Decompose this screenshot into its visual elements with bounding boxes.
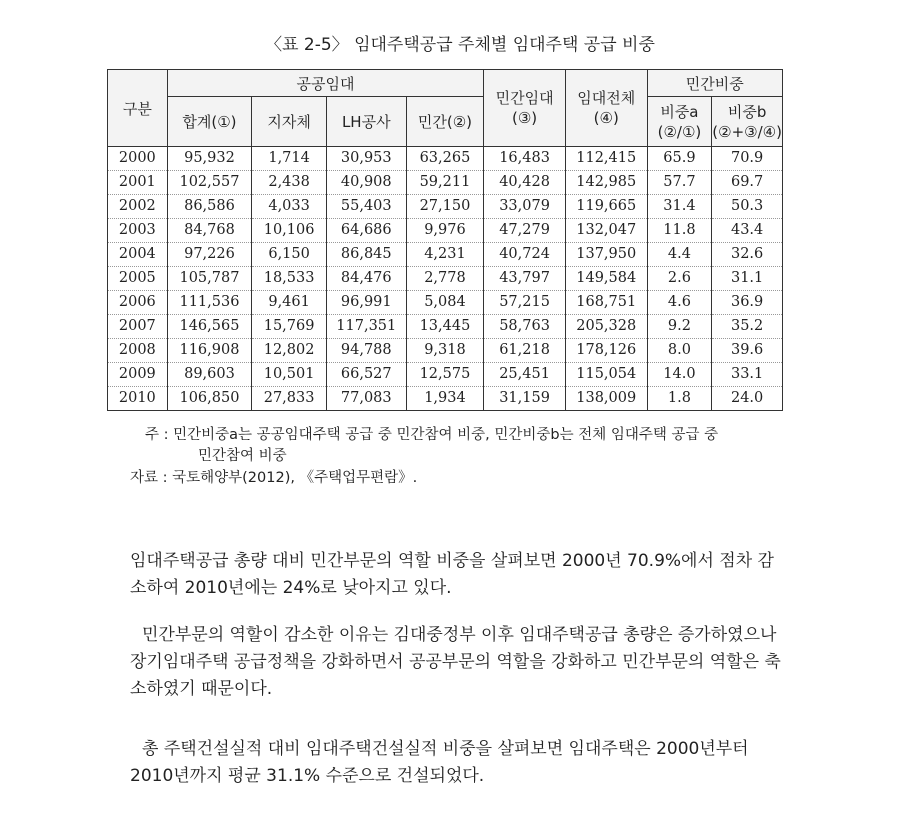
year-cell: 2001 [108,171,168,195]
table-cell: 5,084 [406,291,484,315]
table-row [108,147,783,171]
table-cell: 40,908 [326,171,406,195]
table-cell: 64,686 [326,219,406,243]
table-cell: 13,445 [406,315,484,339]
table-cell: 95,932 [167,147,252,171]
table-row [108,243,783,267]
table-cell: 57,215 [484,291,566,315]
table-cell: 86,845 [326,243,406,267]
table-cell: 77,083 [326,387,406,411]
table-row [108,315,783,339]
header-private-share: 민간비중 [647,70,782,97]
table-cell: 112,415 [565,147,647,171]
table-cell: 4,231 [406,243,484,267]
header-share-a [647,97,712,147]
table-cell: 14.0 [647,363,712,387]
table-cell: 96,991 [326,291,406,315]
table-cell: 106,850 [167,387,252,411]
table-cell: 1,714 [252,147,327,171]
header-sum: 합계(①) [167,97,252,147]
table-cell: 43,797 [484,267,566,291]
year-cell: 2002 [108,195,168,219]
table-cell: 40,428 [484,171,566,195]
header-rental-total-mark: (④) [593,109,619,127]
header-share-b-label: 비중b [727,102,767,121]
header-share-b [712,97,783,147]
table-row [108,387,783,411]
year-cell: 2004 [108,243,168,267]
rental-housing-table [107,69,783,411]
table-cell: 11.8 [647,219,712,243]
table-cell: 55,403 [326,195,406,219]
table-cell: 47,279 [484,219,566,243]
paragraph-3: 총 주택건설실적 대비 임대주택건설실적 비중을 살펴보면 임대주택은 2000년부터 2010년까지 평균 31.1% 수준으로 건설되었다. [130,739,749,786]
table-cell: 36.9 [712,291,783,315]
table-cell: 146,565 [167,315,252,339]
table-cell: 111,536 [167,291,252,315]
table-cell: 33,079 [484,195,566,219]
table-cell: 40,724 [484,243,566,267]
table-cell: 65.9 [647,147,712,171]
table-cell: 4.6 [647,291,712,315]
table-cell: 132,047 [565,219,647,243]
table-cell: 105,787 [167,267,252,291]
table-cell: 4.4 [647,243,712,267]
table-caption: 〈표 2-5〉 임대주택공급 주체별 임대주택 공급 비중 [265,35,655,55]
table-cell: 94,788 [326,339,406,363]
table-cell: 15,769 [252,315,327,339]
table-cell: 58,763 [484,315,566,339]
paragraph-1: 임대주택공급 총량 대비 민간부문의 역할 비중을 살펴보면 2000년 70.9%에서 점차 감소하여 2010년에는 24%로 낮아지고 있다. [130,551,774,598]
table-cell: 63,265 [406,147,484,171]
year-cell: 2003 [108,219,168,243]
table-cell: 1,934 [406,387,484,411]
header-share-a-formula: (②/①) [657,122,702,141]
table-note-line2: 민간참여 비중 [198,448,287,464]
table-cell: 97,226 [167,243,252,267]
table-row [108,219,783,243]
table-cell: 59,211 [406,171,484,195]
table-cell: 35.2 [712,315,783,339]
table-cell: 31.4 [647,195,712,219]
table-cell: 205,328 [565,315,647,339]
table-row [108,291,783,315]
table-cell: 102,557 [167,171,252,195]
table-cell: 66,527 [326,363,406,387]
table-cell: 1.8 [647,387,712,411]
table-cell: 84,768 [167,219,252,243]
table-cell: 8.0 [647,339,712,363]
table-row [108,195,783,219]
header-public-rental: 공공임대 [167,70,484,97]
table-cell: 86,586 [167,195,252,219]
year-cell: 2006 [108,291,168,315]
table-note-line1: 주 : 민간비중a는 공공임대주택 공급 중 민간참여 비중, 민간비중b는 전체 임대주택 공급 중 [145,427,719,443]
table-cell: 50.3 [712,195,783,219]
header-share-a-label: 비중a [660,102,699,121]
table-cell: 117,351 [326,315,406,339]
table-row [108,267,783,291]
table-cell: 137,950 [565,243,647,267]
table-cell: 43.4 [712,219,783,243]
year-cell: 2009 [108,363,168,387]
table-row [108,171,783,195]
table-cell: 32.6 [712,243,783,267]
table-cell: 119,665 [565,195,647,219]
table-cell: 142,985 [565,171,647,195]
table-cell: 115,054 [565,363,647,387]
header-rental-total-label: 임대전체 [577,89,636,107]
header-private-rental-mark: (③) [512,109,538,127]
table-cell: 27,833 [252,387,327,411]
paragraph-2: 민간부문의 역할이 감소한 이유는 김대중정부 이후 임대주택공급 총량은 증가하였으나 장기임대주택 공급정책을 강화하면서 공공부문의 역할을 강화하고 민간부문의 역할은 축소하였기 때문이다. [130,625,781,699]
year-cell: 2010 [108,387,168,411]
header-rental-total [565,70,647,147]
table-cell: 69.7 [712,171,783,195]
table-cell: 10,106 [252,219,327,243]
table-cell: 18,533 [252,267,327,291]
header-private-rental-label: 민간임대 [495,89,554,107]
table-cell: 116,908 [167,339,252,363]
table-cell: 70.9 [712,147,783,171]
table-cell: 168,751 [565,291,647,315]
table-cell: 9.2 [647,315,712,339]
header-local-gov: 지자체 [252,97,327,147]
header-private-rental [484,70,566,147]
table-cell: 138,009 [565,387,647,411]
table-cell: 149,584 [565,267,647,291]
table-cell: 39.6 [712,339,783,363]
table-cell: 9,461 [252,291,327,315]
year-cell: 2007 [108,315,168,339]
table-cell: 30,953 [326,147,406,171]
header-private: 민간(②) [406,97,484,147]
table-cell: 24.0 [712,387,783,411]
header-share-b-formula: (②+③/④) [712,122,782,141]
table-cell: 2,778 [406,267,484,291]
table-cell: 89,603 [167,363,252,387]
table-cell: 12,802 [252,339,327,363]
year-cell: 2008 [108,339,168,363]
table-cell: 2,438 [252,171,327,195]
header-lh: LH공사 [326,97,406,147]
table-cell: 25,451 [484,363,566,387]
table-cell: 31,159 [484,387,566,411]
table-cell: 27,150 [406,195,484,219]
table-cell: 61,218 [484,339,566,363]
table-cell: 12,575 [406,363,484,387]
year-cell: 2005 [108,267,168,291]
table-cell: 57.7 [647,171,712,195]
table-row [108,339,783,363]
table-cell: 178,126 [565,339,647,363]
table-cell: 2.6 [647,267,712,291]
table-cell: 84,476 [326,267,406,291]
table-cell: 16,483 [484,147,566,171]
table-cell: 10,501 [252,363,327,387]
table-source: 자료 : 국토해양부(2012), 《주택업무편람》. [130,470,418,486]
year-cell: 2000 [108,147,168,171]
table-cell: 9,318 [406,339,484,363]
table-cell: 4,033 [252,195,327,219]
table-row [108,363,783,387]
header-gubun: 구분 [108,70,168,147]
table-cell: 31.1 [712,267,783,291]
table-cell: 33.1 [712,363,783,387]
table-cell: 9,976 [406,219,484,243]
table-cell: 6,150 [252,243,327,267]
